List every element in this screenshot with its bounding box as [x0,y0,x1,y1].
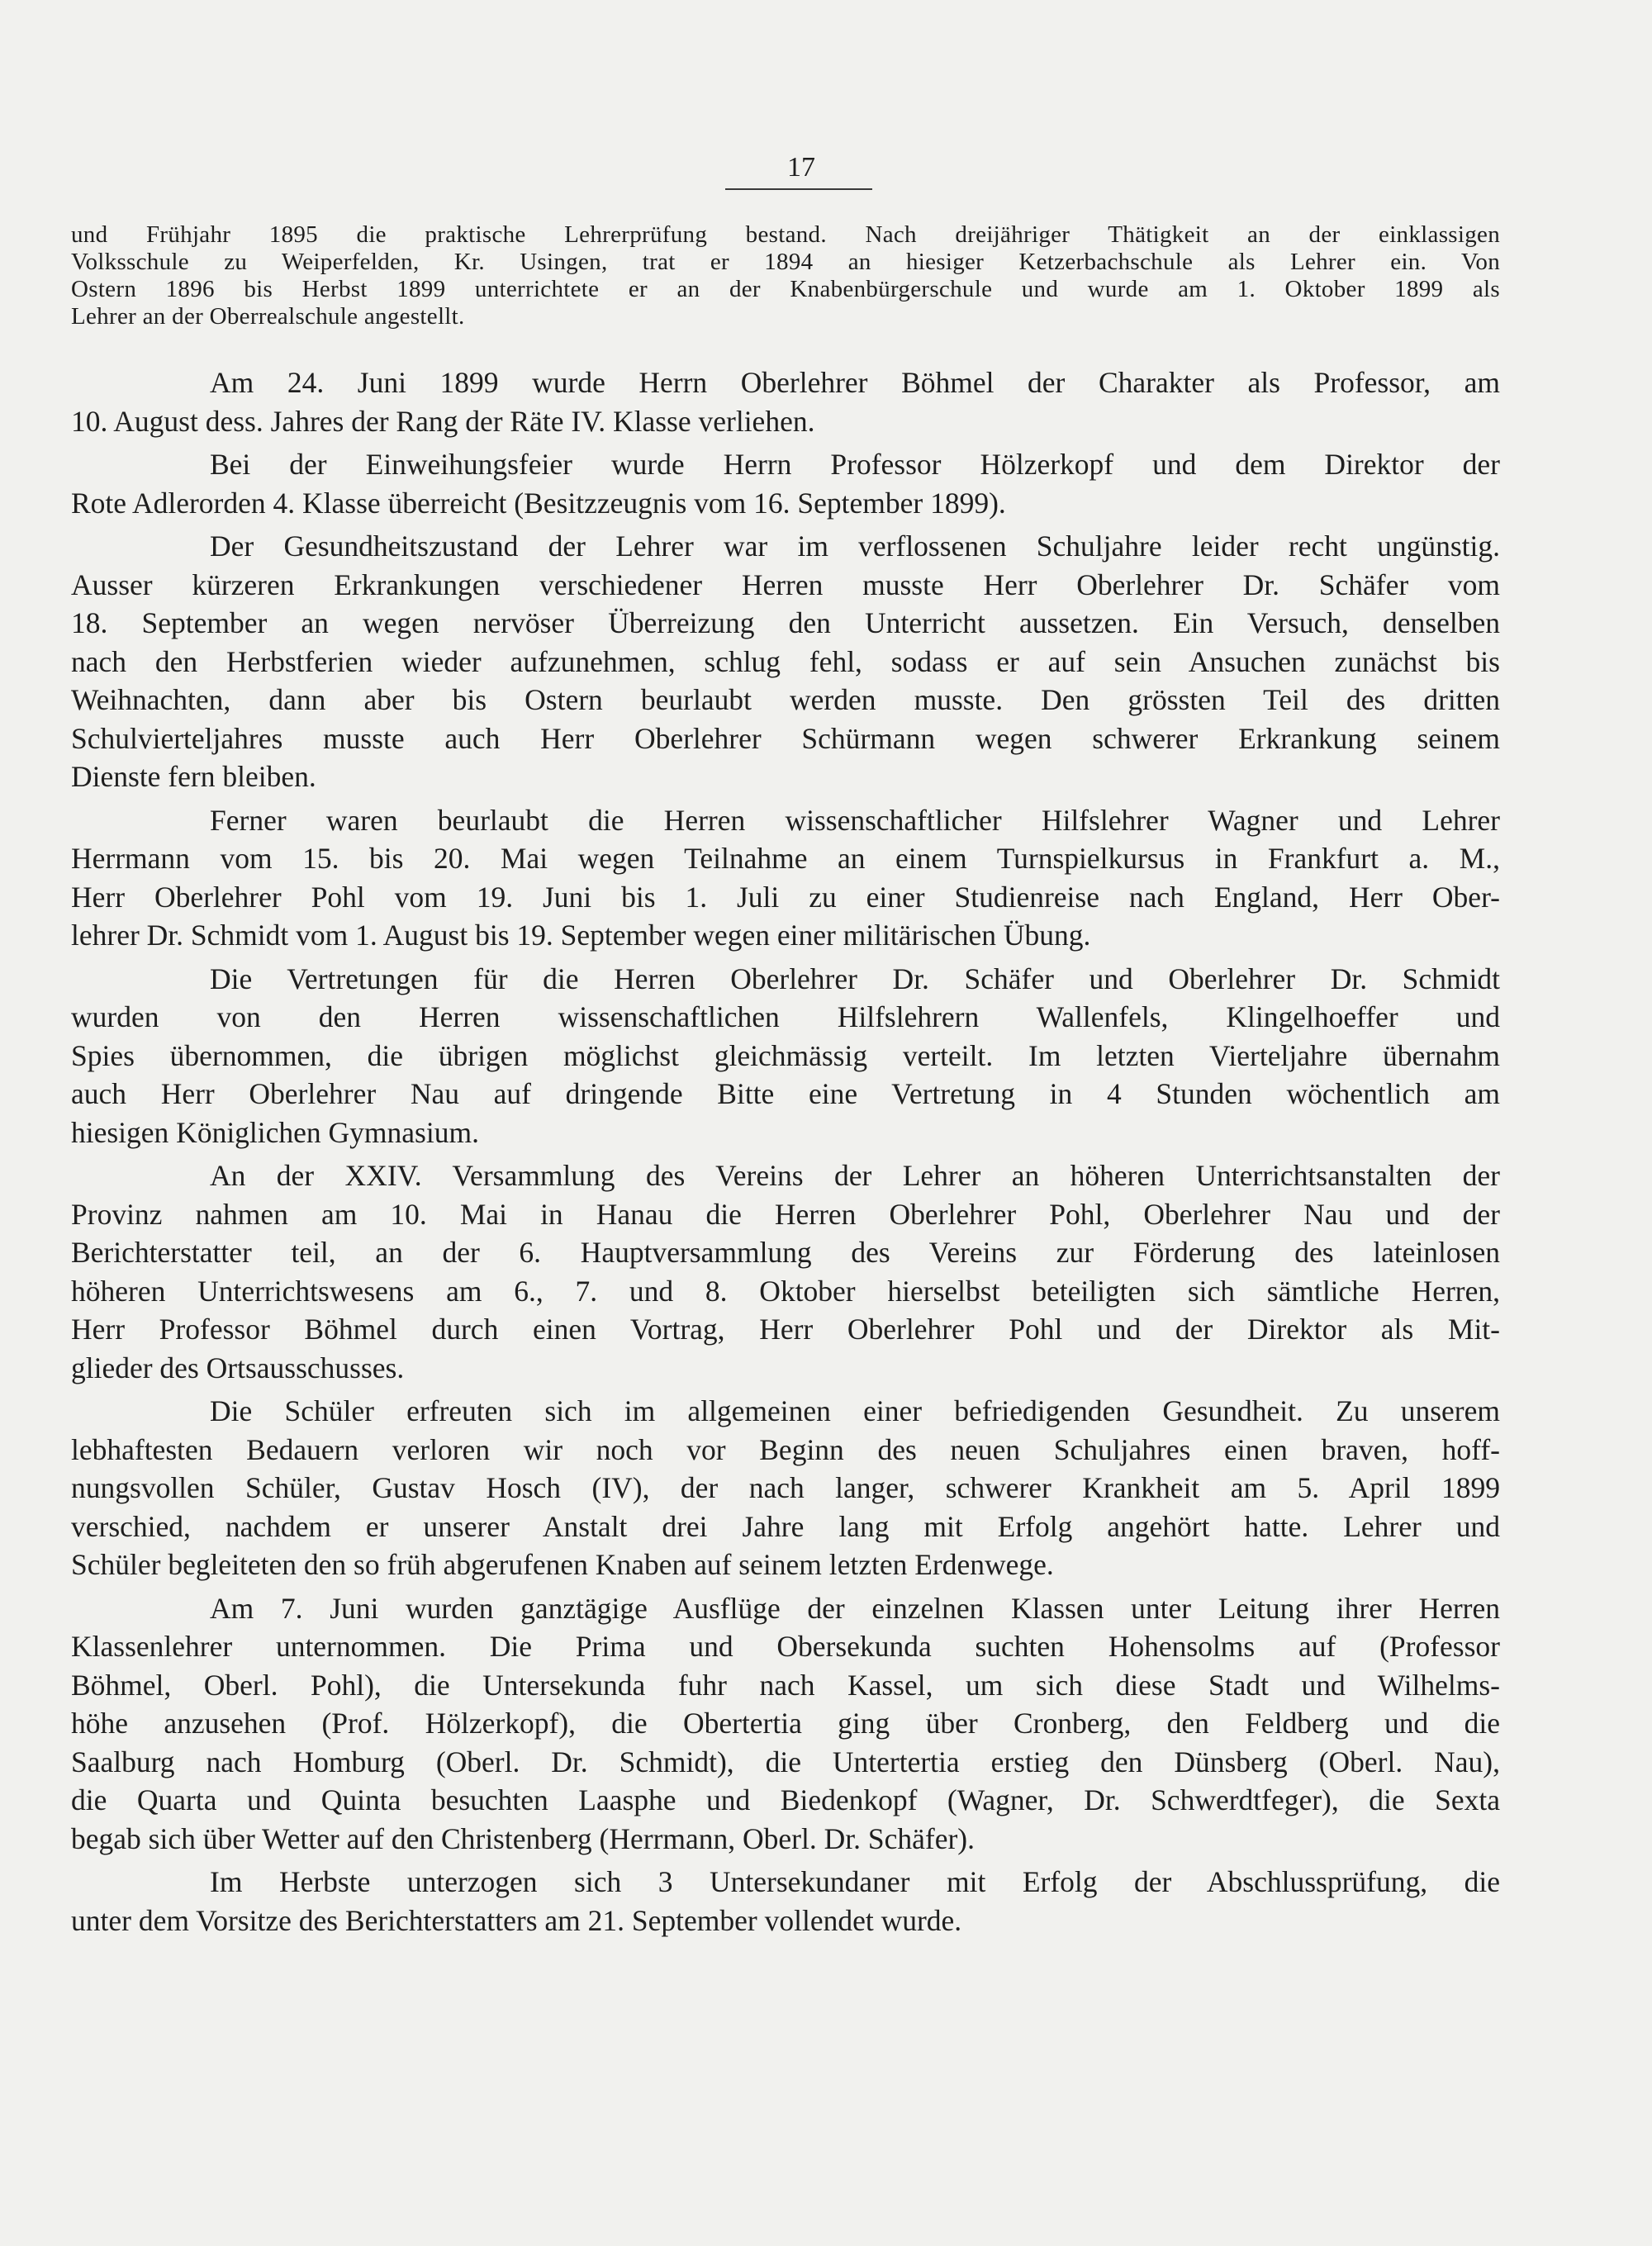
paragraph-exams [71,1863,1500,1940]
text-line: Böhmel, Oberl. Pohl), die Untersekunda fuhr nach Kassel, um sich diese Stadt und Wilhelms- [71,1668,1500,1702]
page-number-rule [725,188,872,190]
text-line: verschied, nachdem er unserer Anstalt drei Jahre lang mit Erfolg angehört hatte. Lehrer und [71,1509,1500,1543]
text-line: Spies übernommen, die übrigen möglichst gleichmässig verteilt. Im letzten Vierteljahre übernahm [71,1038,1500,1072]
text-line: Schulvierteljahres musste auch Herr Oberlehrer Schürmann wegen schwerer Erkrankung seinem [71,721,1500,755]
body-text [71,363,1500,1944]
text-line: Herr Oberlehrer Pohl vom 19. Juni bis 1. Juli zu einer Studienreise nach England, Herr Ober- [71,880,1500,914]
text-line: Weihnachten, dann aber bis Ostern beurlaubt werden musste. Den grössten Teil des dritten [71,683,1500,716]
text-line: nach den Herbstferien wieder aufzunehmen, schlug fehl, sodass er auf sein Ansuchen zunächst bis [71,644,1500,678]
text-line: nungsvollen Schüler, Gustav Hosch (IV), der nach langer, schwerer Krankheit am 5. April 1899 [71,1471,1500,1504]
text-line: Herr Professor Böhmel durch einen Vortrag, Herr Oberlehrer Pohl und der Direktor als Mit- [71,1313,1500,1346]
text-line: wurden von den Herren wissenschaftlichen Hilfslehrern Wallenfels, Klingelhoeffer und [71,1000,1500,1033]
text-line: lehrer Dr. Schmidt vom 1. August bis 19. September wegen einer militärischen Übung. [71,919,1091,952]
page-number: 17 [787,152,815,183]
text-line: begab sich über Wetter auf den Christenberg (Herrmann, Oberl. Dr. Schäfer). [71,1821,975,1855]
text-line: Die Vertretungen für die Herren Oberlehrer Dr. Schäfer und Oberlehrer Dr. Schmidt [210,962,1500,995]
text-line: die Quarta und Quinta besuchten Laasphe und Biedenkopf (Wagner, Dr. Schwerdtfeger), die Sexta [71,1783,1500,1816]
paragraph-inauguration [71,445,1500,522]
text-line: Ostern 1896 bis Herbst 1899 unterrichtete er an der Knabenbürgerschule und wurde am 1. Oktober 1899 als [71,276,1500,302]
text-line: Herrmann vom 15. bis 20. Mai wegen Teilnahme an einem Turnspielkursus in Frankfurt a. M., [71,842,1500,875]
paragraph-assemblies [71,1156,1500,1387]
text-line: Am 7. Juni wurden ganztägige Ausflüge der einzelnen Klassen unter Leitung ihrer Herren [210,1591,1500,1625]
text-line: höhe anzusehen (Prof. Hölzerkopf), die Obertertia ging über Cronberg, den Feldberg und die [71,1707,1500,1740]
text-line: Schüler begleiteten den so früh abgerufenen Knaben auf seinem letzten Erdenwege. [71,1548,1054,1581]
paragraph-health-teachers [71,527,1500,796]
text-line: Bei der Einweihungsfeier wurde Herrn Professor Hölzerkopf und dem Direktor der [210,448,1500,481]
intro-paragraph [71,221,1500,330]
text-line: hiesigen Königlichen Gymnasium. [71,1115,479,1149]
text-line: Berichterstatter teil, an der 6. Hauptversammlung des Vereins zur Förderung des lateinlosen [71,1236,1500,1269]
paragraph-leave [71,801,1500,955]
paragraph-substitutions [71,960,1500,1152]
text-line: lebhaftesten Bedauern verloren wir noch vor Beginn des neuen Schuljahres einen braven, hoff- [71,1432,1500,1466]
text-line: auch Herr Oberlehrer Nau auf dringende Bitte eine Vertretung in 4 Stunden wöchentlich am [71,1077,1500,1110]
text-line: An der XXIV. Versammlung des Vereins der Lehrer an höheren Unterrichtsanstalten der [210,1159,1500,1192]
text-line: 18. September an wegen nervöser Überreizung den Unterricht aussetzen. Ein Versuch, denselben [71,606,1500,639]
text-line: Am 24. Juni 1899 wurde Herrn Oberlehrer Böhmel der Charakter als Professor, am [210,366,1500,399]
text-line: unter dem Vorsitze des Berichterstatters am 21. September vollendet wurde. [71,1903,962,1937]
text-line: glieder des Ortsausschusses. [71,1351,405,1384]
text-line: Im Herbste unterzogen sich 3 Untersekundaner mit Erfolg der Abschlussprüfung, die [210,1865,1500,1898]
text-line: Klassenlehrer unternommen. Die Prima und Obersekunda suchten Hohensolms auf (Professor [71,1630,1500,1663]
text-line: Ausser kürzeren Erkrankungen verschiedener Herren musste Herr Oberlehrer Dr. Schäfer vom [71,567,1500,601]
text-line: Die Schüler erfreuten sich im allgemeinen einer befriedigenden Gesundheit. Zu unserem [210,1394,1500,1427]
paragraph-health-students [71,1392,1500,1584]
text-line: Ferner waren beurlaubt die Herren wissenschaftlicher Hilfslehrer Wagner und Lehrer [210,803,1500,837]
paragraph-promotions [71,363,1500,440]
text-line: Volksschule zu Weiperfelden, Kr. Usingen, trat er 1894 an hiesiger Ketzerbachschule als Lehrer ein. Von [71,249,1500,275]
text-line: und Frühjahr 1895 die praktische Lehrerprüfung bestand. Nach dreijähriger Thätigkeit an der einklassigen [71,221,1500,248]
text-line: Rote Adlerorden 4. Klasse überreicht (Besitzzeugnis vom 16. September 1899). [71,486,1006,520]
text-line: 10. August dess. Jahres der Rang der Räte IV. Klasse verliehen. [71,404,815,438]
text-line: Der Gesundheitszustand der Lehrer war im verflossenen Schuljahre leider recht ungünstig. [210,529,1500,563]
text-line: Dienste fern bleiben. [71,760,316,793]
paragraph-excursions [71,1589,1500,1859]
text-line: höheren Unterrichtswesens am 6., 7. und 8. Oktober hierselbst beteiligten sich sämtliche Herren, [71,1274,1500,1308]
text-line: Saalburg nach Homburg (Oberl. Dr. Schmidt), die Untertertia erstieg den Dünsberg (Oberl. Nau), [71,1745,1500,1778]
text-line: Provinz nahmen am 10. Mai in Hanau die Herren Oberlehrer Pohl, Oberlehrer Nau und der [71,1197,1500,1231]
text-line: Lehrer an der Oberrealschule angestellt. [71,303,465,330]
